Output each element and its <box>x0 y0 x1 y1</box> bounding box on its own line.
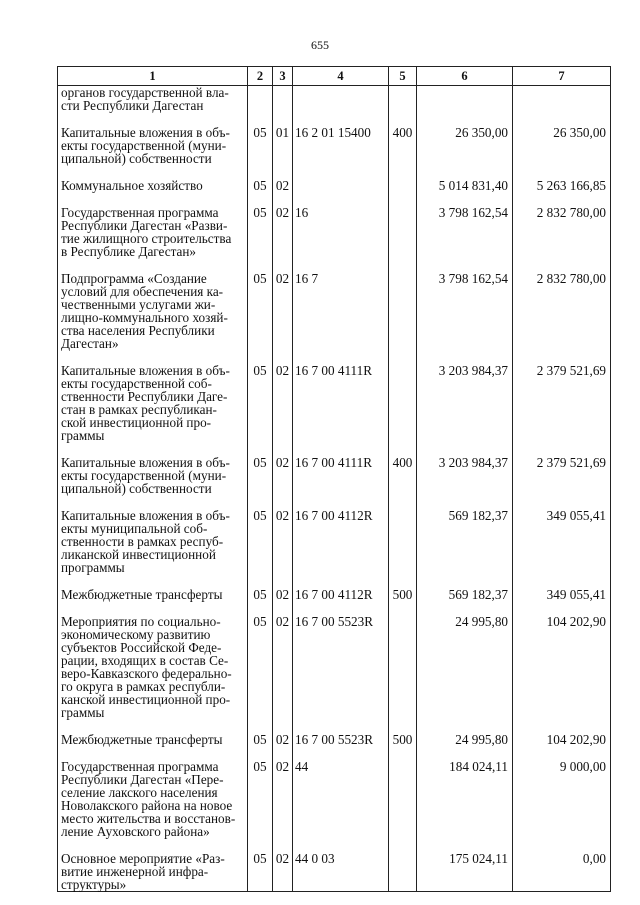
spacer-cell <box>58 165 248 179</box>
spacer-cell <box>58 574 248 588</box>
spacer-cell <box>417 192 513 206</box>
expense-type-cell: 500 <box>389 733 417 746</box>
amount-year-2-cell: 0,00 <box>513 852 611 892</box>
amount-year-1-cell: 569 182,37 <box>417 588 513 601</box>
table-row <box>58 364 611 442</box>
subsection-code-cell: 02 <box>273 179 293 192</box>
spacer-cell <box>58 350 248 364</box>
spacer-cell <box>273 495 293 509</box>
spacer-cell <box>389 442 417 456</box>
subsection-code-cell: 02 <box>273 456 293 495</box>
spacer-cell <box>273 350 293 364</box>
spacer-cell <box>273 574 293 588</box>
spacer-cell <box>273 165 293 179</box>
subsection-code-cell: 02 <box>273 733 293 746</box>
spacer-cell <box>389 574 417 588</box>
target-article-cell: 16 7 00 4112R <box>293 588 389 601</box>
row-spacer <box>58 442 611 456</box>
amount-year-2-cell: 104 202,90 <box>513 615 611 719</box>
row-name-cell: Капитальные вложения в объ- екты муниципальной соб- ственности в рамках респуб- ликанской инвестиционной программы <box>58 509 248 574</box>
row-name-cell: Государственная программа Республики Дагестан «Пере- селение лакского населения Новолакского района на новое место жительства и восстанов- ление Ауховского района» <box>58 760 248 838</box>
spacer-cell <box>513 165 611 179</box>
table-row <box>58 509 611 574</box>
amount-year-1-cell: 26 350,00 <box>417 126 513 165</box>
subsection-code-cell: 02 <box>273 364 293 442</box>
spacer-cell <box>389 192 417 206</box>
table-row <box>58 206 611 258</box>
subsection-code-cell: 02 <box>273 272 293 350</box>
spacer-cell <box>248 601 273 615</box>
amount-year-2-cell: 2 379 521,69 <box>513 364 611 442</box>
row-name-cell: Капитальные вложения в объ- екты государственной (муни- ципальной) собственности <box>58 126 248 165</box>
spacer-cell <box>273 719 293 733</box>
table-row <box>58 126 611 165</box>
spacer-cell <box>273 442 293 456</box>
spacer-cell <box>293 165 389 179</box>
section-code-cell: 05 <box>248 206 273 258</box>
spacer-cell <box>293 838 389 852</box>
amount-year-1-cell: 3 798 162,54 <box>417 206 513 258</box>
spacer-cell <box>417 442 513 456</box>
target-article-cell: 16 7 00 4112R <box>293 509 389 574</box>
table-row <box>58 615 611 719</box>
target-article-cell: 44 0 03 <box>293 852 389 892</box>
spacer-cell <box>417 112 513 126</box>
spacer-cell <box>513 350 611 364</box>
target-article-cell: 16 7 00 4111R <box>293 364 389 442</box>
section-code-cell: 05 <box>248 272 273 350</box>
amount-year-1-cell: 3 203 984,37 <box>417 456 513 495</box>
table-row <box>58 760 611 838</box>
spacer-cell <box>248 442 273 456</box>
budget-table <box>57 66 611 892</box>
expense-type-cell <box>389 206 417 258</box>
table-row <box>58 733 611 746</box>
amount-year-1-cell: 175 024,11 <box>417 852 513 892</box>
spacer-cell <box>248 350 273 364</box>
target-article-cell: 16 7 00 5523R <box>293 615 389 719</box>
amount-year-1-cell <box>417 86 513 113</box>
table-header-row <box>58 67 611 86</box>
column-header: 4 <box>293 67 389 86</box>
spacer-cell <box>417 601 513 615</box>
spacer-cell <box>513 495 611 509</box>
spacer-cell <box>273 746 293 760</box>
spacer-cell <box>273 258 293 272</box>
page-number: 655 <box>311 38 329 52</box>
amount-year-2-cell: 5 263 166,85 <box>513 179 611 192</box>
spacer-cell <box>248 165 273 179</box>
expense-type-cell <box>389 179 417 192</box>
amount-year-2-cell: 349 055,41 <box>513 588 611 601</box>
subsection-code-cell: 02 <box>273 615 293 719</box>
expense-type-cell <box>389 760 417 838</box>
row-spacer <box>58 574 611 588</box>
section-code-cell: 05 <box>248 364 273 442</box>
spacer-cell <box>513 838 611 852</box>
spacer-cell <box>58 746 248 760</box>
spacer-cell <box>513 258 611 272</box>
spacer-cell <box>293 192 389 206</box>
amount-year-1-cell: 24 995,80 <box>417 615 513 719</box>
row-name-cell: Межбюджетные трансферты <box>58 733 248 746</box>
section-code-cell: 05 <box>248 126 273 165</box>
table-row <box>58 179 611 192</box>
spacer-cell <box>389 601 417 615</box>
target-article-cell: 44 <box>293 760 389 838</box>
target-article-cell: 16 <box>293 206 389 258</box>
table-row <box>58 86 611 113</box>
table-body <box>58 86 611 892</box>
amount-year-2-cell: 2 379 521,69 <box>513 456 611 495</box>
section-code-cell: 05 <box>248 509 273 574</box>
subsection-code-cell: 02 <box>273 588 293 601</box>
spacer-cell <box>248 719 273 733</box>
column-header: 2 <box>248 67 273 86</box>
row-name-cell: Подпрограмма «Создание условий для обеспечения ка- чественными услугами жи- лищно-коммунального хозяй- ства населения Республики Дагестан» <box>58 272 248 350</box>
amount-year-2-cell: 9 000,00 <box>513 760 611 838</box>
section-code-cell: 05 <box>248 733 273 746</box>
row-spacer <box>58 838 611 852</box>
spacer-cell <box>248 192 273 206</box>
table-row <box>58 588 611 601</box>
spacer-cell <box>417 165 513 179</box>
table-row <box>58 456 611 495</box>
subsection-code-cell <box>273 86 293 113</box>
column-header: 5 <box>389 67 417 86</box>
amount-year-2-cell <box>513 86 611 113</box>
row-name-cell: Капитальные вложения в объ- екты государственной соб- ственности Республики Даге- стан в рамках республикан- ской инвестиционной про- граммы <box>58 364 248 442</box>
row-spacer <box>58 350 611 364</box>
spacer-cell <box>248 258 273 272</box>
subsection-code-cell: 02 <box>273 760 293 838</box>
spacer-cell <box>273 112 293 126</box>
column-header: 7 <box>513 67 611 86</box>
spacer-cell <box>58 192 248 206</box>
spacer-cell <box>293 112 389 126</box>
spacer-cell <box>248 838 273 852</box>
expense-type-cell: 400 <box>389 456 417 495</box>
target-article-cell <box>293 179 389 192</box>
row-name-cell: Государственная программа Республики Дагестан «Разви- тие жилищного строительства в Республике Дагестан» <box>58 206 248 258</box>
spacer-cell <box>513 112 611 126</box>
section-code-cell: 05 <box>248 179 273 192</box>
expense-type-cell <box>389 509 417 574</box>
spacer-cell <box>389 838 417 852</box>
row-spacer <box>58 719 611 733</box>
amount-year-2-cell: 104 202,90 <box>513 733 611 746</box>
spacer-cell <box>389 719 417 733</box>
spacer-cell <box>513 601 611 615</box>
spacer-cell <box>389 746 417 760</box>
target-article-cell: 16 7 <box>293 272 389 350</box>
spacer-cell <box>58 112 248 126</box>
table-row <box>58 272 611 350</box>
row-spacer <box>58 258 611 272</box>
column-header: 3 <box>273 67 293 86</box>
amount-year-1-cell: 569 182,37 <box>417 509 513 574</box>
spacer-cell <box>389 350 417 364</box>
spacer-cell <box>248 495 273 509</box>
section-code-cell: 05 <box>248 615 273 719</box>
row-spacer <box>58 192 611 206</box>
row-spacer <box>58 165 611 179</box>
spacer-cell <box>273 601 293 615</box>
spacer-cell <box>58 442 248 456</box>
amount-year-1-cell: 5 014 831,40 <box>417 179 513 192</box>
spacer-cell <box>417 350 513 364</box>
spacer-cell <box>417 746 513 760</box>
row-spacer <box>58 112 611 126</box>
table-row <box>58 852 611 892</box>
amount-year-2-cell: 2 832 780,00 <box>513 206 611 258</box>
spacer-cell <box>293 601 389 615</box>
amount-year-1-cell: 24 995,80 <box>417 733 513 746</box>
expense-type-cell <box>389 364 417 442</box>
spacer-cell <box>293 350 389 364</box>
amount-year-2-cell: 349 055,41 <box>513 509 611 574</box>
spacer-cell <box>58 258 248 272</box>
spacer-cell <box>293 719 389 733</box>
target-article-cell: 16 7 00 5523R <box>293 733 389 746</box>
spacer-cell <box>417 574 513 588</box>
spacer-cell <box>513 574 611 588</box>
subsection-code-cell: 01 <box>273 126 293 165</box>
section-code-cell <box>248 86 273 113</box>
spacer-cell <box>58 601 248 615</box>
spacer-cell <box>389 165 417 179</box>
spacer-cell <box>293 746 389 760</box>
spacer-cell <box>513 442 611 456</box>
expense-type-cell <box>389 86 417 113</box>
row-name-cell: Коммунальное хозяйство <box>58 179 248 192</box>
row-name-cell: Мероприятия по социально- экономическому развитию субъектов Российской Феде- рации, входящих в состав Се- веро-Кавказского федерально- го округа в рамках республи- канской инвестиционной про- граммы <box>58 615 248 719</box>
expense-type-cell: 500 <box>389 588 417 601</box>
spacer-cell <box>513 746 611 760</box>
row-name-cell: органов государственной вла- сти Республики Дагестан <box>58 86 248 113</box>
target-article-cell: 16 2 01 15400 <box>293 126 389 165</box>
spacer-cell <box>417 495 513 509</box>
spacer-cell <box>389 112 417 126</box>
spacer-cell <box>248 574 273 588</box>
expense-type-cell <box>389 852 417 892</box>
spacer-cell <box>248 746 273 760</box>
column-header: 6 <box>417 67 513 86</box>
expense-type-cell: 400 <box>389 126 417 165</box>
spacer-cell <box>293 258 389 272</box>
row-name-cell: Основное мероприятие «Раз- витие инженерной инфра- структуры» <box>58 852 248 892</box>
spacer-cell <box>513 719 611 733</box>
spacer-cell <box>293 495 389 509</box>
row-name-cell: Капитальные вложения в объ- екты государственной (муни- ципальной) собственности <box>58 456 248 495</box>
spacer-cell <box>513 192 611 206</box>
column-header: 1 <box>58 67 248 86</box>
spacer-cell <box>417 258 513 272</box>
amount-year-1-cell: 3 798 162,54 <box>417 272 513 350</box>
spacer-cell <box>389 258 417 272</box>
row-name-cell: Межбюджетные трансферты <box>58 588 248 601</box>
spacer-cell <box>293 574 389 588</box>
spacer-cell <box>417 719 513 733</box>
amount-year-2-cell: 2 832 780,00 <box>513 272 611 350</box>
subsection-code-cell: 02 <box>273 509 293 574</box>
spacer-cell <box>248 112 273 126</box>
expense-type-cell <box>389 272 417 350</box>
spacer-cell <box>58 719 248 733</box>
target-article-cell <box>293 86 389 113</box>
row-spacer <box>58 495 611 509</box>
amount-year-1-cell: 184 024,11 <box>417 760 513 838</box>
expense-type-cell <box>389 615 417 719</box>
spacer-cell <box>273 838 293 852</box>
section-code-cell: 05 <box>248 456 273 495</box>
spacer-cell <box>293 442 389 456</box>
section-code-cell: 05 <box>248 852 273 892</box>
subsection-code-cell: 02 <box>273 852 293 892</box>
target-article-cell: 16 7 00 4111R <box>293 456 389 495</box>
row-spacer <box>58 746 611 760</box>
amount-year-1-cell: 3 203 984,37 <box>417 364 513 442</box>
spacer-cell <box>417 838 513 852</box>
spacer-cell <box>273 192 293 206</box>
spacer-cell <box>389 495 417 509</box>
section-code-cell: 05 <box>248 588 273 601</box>
section-code-cell: 05 <box>248 760 273 838</box>
spacer-cell <box>58 495 248 509</box>
row-spacer <box>58 601 611 615</box>
subsection-code-cell: 02 <box>273 206 293 258</box>
amount-year-2-cell: 26 350,00 <box>513 126 611 165</box>
spacer-cell <box>58 838 248 852</box>
